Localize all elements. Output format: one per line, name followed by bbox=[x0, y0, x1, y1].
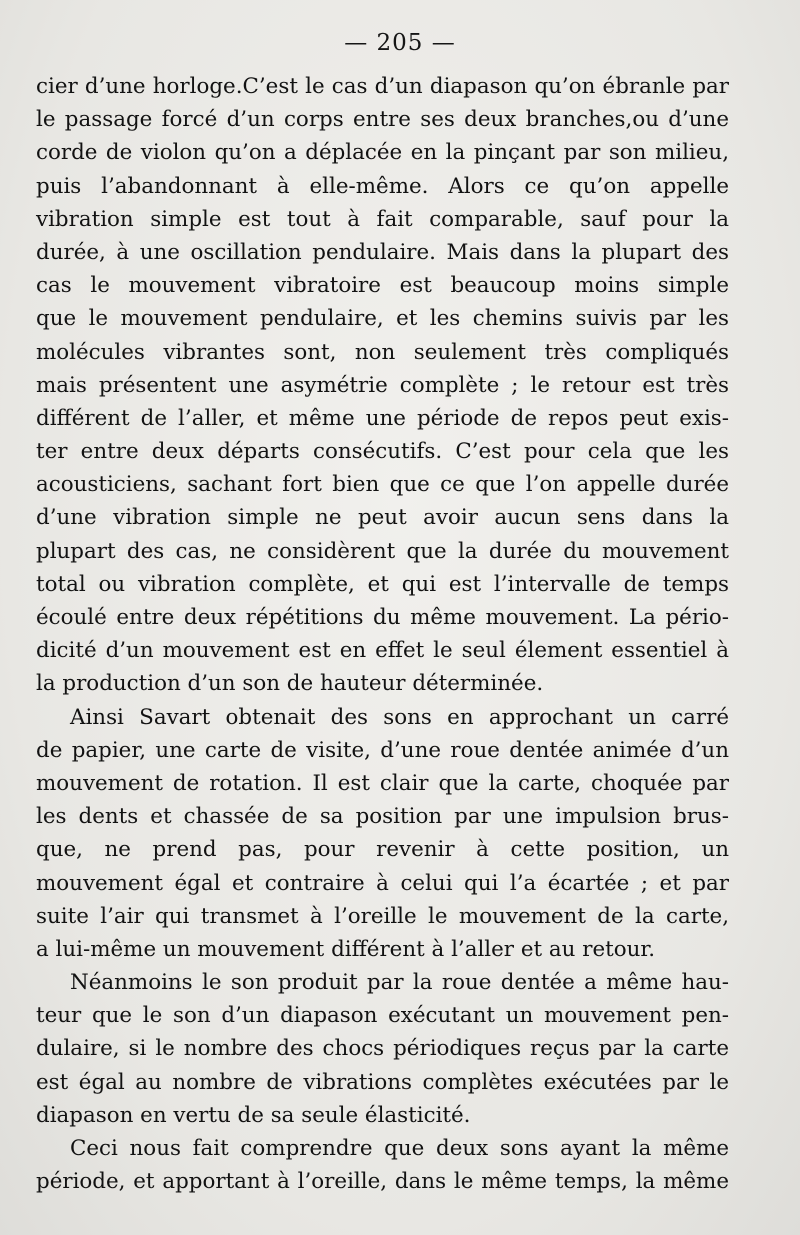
text-line: de papier, une carte de visite, d’une roue dentée animée d’un bbox=[36, 737, 729, 763]
text-line: mais présentent une asymétrie complète ; le retour est très bbox=[36, 372, 729, 398]
text-line: Néanmoins le son produit par la roue dentée a même hau- bbox=[70, 970, 729, 996]
text-line: ter entre deux départs consécutifs. C’est pour cela que les bbox=[36, 439, 729, 465]
text-line: dulaire, si le nombre des chocs périodiques reçus par la carte bbox=[36, 1036, 729, 1062]
text-line: Ainsi Savart obtenait des sons en approchant un carré bbox=[70, 704, 729, 730]
paragraph-2 bbox=[36, 701, 729, 967]
text-line: la production d’un son de hauteur déterminée. bbox=[36, 671, 544, 697]
text-line: suite l’air qui transmet à l’oreille le mouvement de la carte, bbox=[36, 903, 729, 929]
text-line: cier d’une horloge.C’est le cas d’un diapason qu’on ébranle par bbox=[36, 74, 729, 99]
text-line: acousticiens, sachant fort bien que ce que l’on appelle durée bbox=[36, 472, 729, 498]
text-line: mouvement égal et contraire à celui qui l’a écartée ; et par bbox=[36, 870, 729, 896]
text-line: plupart des cas, ne considèrent que la durée du mouvement bbox=[36, 538, 729, 564]
paragraph-3 bbox=[36, 966, 729, 1132]
text-line: le passage forcé d’un corps entre ses deux branches,ou d’une bbox=[36, 107, 729, 133]
text-line: différent de l’aller, et même une période de repos peut exis- bbox=[36, 405, 729, 431]
text-line: Ceci nous fait comprendre que deux sons ayant la même bbox=[70, 1136, 729, 1161]
text-line: durée, à une oscillation pendulaire. Mais dans la plupart des bbox=[36, 239, 729, 265]
paragraph-1 bbox=[36, 70, 729, 701]
text-line: diapason en vertu de sa seule élasticité. bbox=[36, 1102, 471, 1128]
page-number: — 205 — bbox=[344, 30, 456, 56]
text-line: écoulé entre deux répétitions du même mouvement. La pério- bbox=[36, 605, 729, 630]
text-line: est égal au nombre de vibrations complètes exécutées par le bbox=[36, 1069, 729, 1095]
text-line: corde de violon qu’on a déplacée en la pinçant par son milieu, bbox=[36, 140, 729, 166]
text-line: puis l’abandonnant à elle-même. Alors ce qu’on appelle bbox=[36, 173, 729, 199]
text-line: que, ne prend pas, pour revenir à cette position, un bbox=[36, 837, 729, 863]
text-line: période, et apportant à l’oreille, dans le même temps, la même bbox=[36, 1169, 729, 1195]
text-line: vibration simple est tout à fait comparable, sauf pour la bbox=[36, 206, 729, 232]
paragraph-4 bbox=[36, 1132, 729, 1198]
text-line: d’une vibration simple ne peut avoir aucun sens dans la bbox=[36, 505, 729, 531]
text-line: dicité d’un mouvement est en effet le seul élement essentiel à bbox=[36, 638, 729, 664]
text-line: teur que le son d’un diapason exécutant un mouvement pen- bbox=[36, 1003, 729, 1029]
text-line: mouvement de rotation. Il est clair que la carte, choquée par bbox=[36, 770, 729, 796]
body-text bbox=[36, 70, 729, 1198]
text-line: a lui-même un mouvement différent à l’aller et au retour. bbox=[36, 936, 656, 962]
text-line: molécules vibrantes sont, non seulement très compliqués bbox=[36, 339, 729, 365]
text-line: total ou vibration complète, et qui est l’intervalle de temps bbox=[36, 571, 729, 597]
text-line: que le mouvement pendulaire, et les chemins suivis par les bbox=[36, 306, 729, 332]
text-line: cas le mouvement vibratoire est beaucoup moins simple bbox=[36, 273, 729, 299]
text-line: les dents et chassée de sa position par une impulsion brus- bbox=[36, 804, 729, 830]
